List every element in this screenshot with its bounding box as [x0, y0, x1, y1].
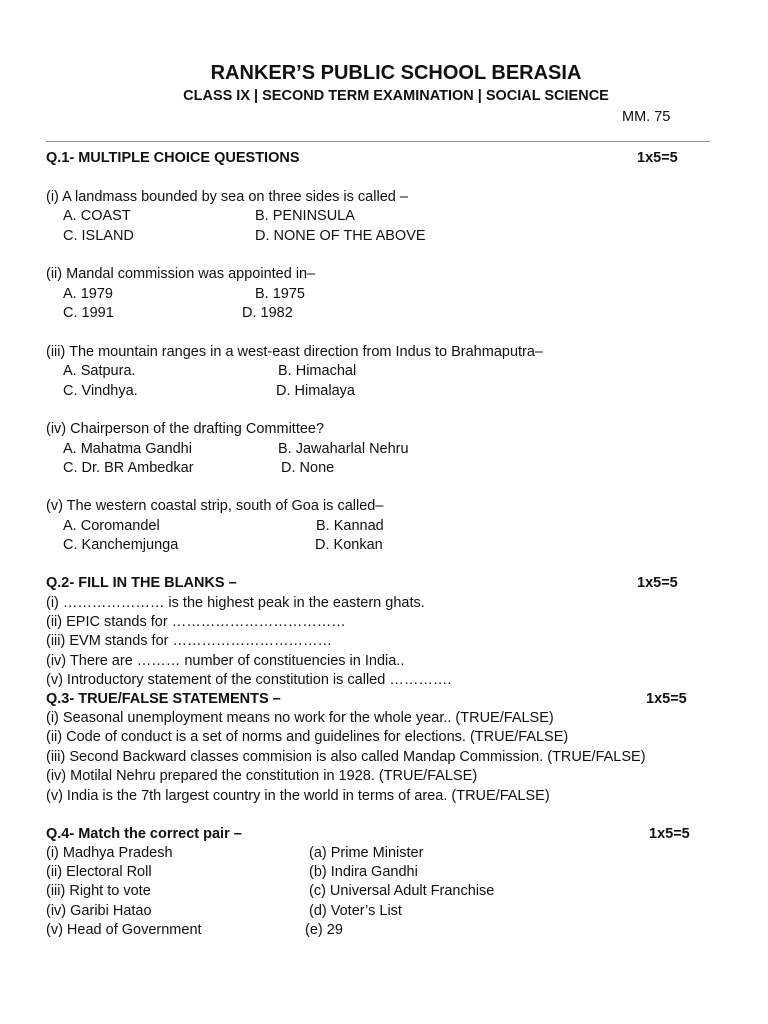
school-name: RANKER’S PUBLIC SCHOOL BERASIA [210, 62, 582, 84]
mcq-option: D. None [281, 460, 335, 476]
exam-subtitle: CLASS IX | SECOND TERM EXAMINATION | SOCIAL SCIENCE [183, 88, 609, 104]
mcq-option: D. Himalaya [276, 383, 355, 399]
q1-title: Q.1- MULTIPLE CHOICE QUESTIONS [46, 150, 300, 166]
q4-marks: 1x5=5 [649, 826, 690, 842]
mcq-question: (iv) Chairperson of the drafting Committee? [46, 421, 325, 437]
mcq-option: B. Kannad [316, 518, 384, 534]
fill-blank-item: (ii) EPIC stands for ……………………………… [46, 614, 346, 630]
fill-blank-item: (i) ………………… is the highest peak in the eastern ghats. [46, 595, 425, 611]
true-false-item: (iv) Motilal Nehru prepared the constitution in 1928. (TRUE/FALSE) [46, 768, 478, 784]
true-false-item: (ii) Code of conduct is a set of norms and guidelines for elections. (TRUE/FALSE) [46, 729, 569, 745]
mcq-option: B. 1975 [255, 286, 305, 302]
mcq-option: D. Konkan [315, 537, 383, 553]
mcq-option: A. Satpura. [63, 363, 136, 379]
q4-title: Q.4- Match the correct pair – [46, 826, 242, 842]
true-false-item: (i) Seasonal unemployment means no work for the whole year.. (TRUE/FALSE) [46, 710, 554, 726]
max-marks: MM. 75 [622, 109, 671, 125]
match-left-item: (iii) Right to vote [46, 883, 151, 899]
mcq-option: D. NONE OF THE ABOVE [255, 228, 426, 244]
mcq-question: (i) A landmass bounded by sea on three sides is called – [46, 189, 408, 205]
mcq-question: (ii) Mandal commission was appointed in– [46, 266, 316, 282]
match-left-item: (v) Head of Government [46, 922, 202, 938]
match-left-item: (iv) Garibi Hatao [46, 903, 152, 919]
q1-marks: 1x5=5 [637, 150, 678, 166]
fill-blank-item: (iii) EVM stands for …………………………… [46, 633, 332, 649]
mcq-option: A. Coromandel [63, 518, 160, 534]
match-left-item: (i) Madhya Pradesh [46, 845, 173, 861]
q3-marks: 1x5=5 [646, 691, 687, 707]
match-right-item: (b) Indira Gandhi [309, 864, 418, 880]
mcq-option: B. PENINSULA [255, 208, 355, 224]
fill-blank-item: (iv) There are ……… number of constituencies in India.. [46, 653, 405, 669]
mcq-option: C. 1991 [63, 305, 114, 321]
true-false-item: (iii) Second Backward classes commision is also called Mandap Commission. (TRUE/FALSE) [46, 749, 646, 765]
mcq-option: C. Kanchemjunga [63, 537, 179, 553]
mcq-option: D. 1982 [242, 305, 293, 321]
mcq-option: B. Himachal [278, 363, 357, 379]
mcq-option: A. 1979 [63, 286, 113, 302]
q2-marks: 1x5=5 [637, 575, 678, 591]
mcq-option: A. Mahatma Gandhi [63, 441, 192, 457]
match-left-item: (ii) Electoral Roll [46, 864, 152, 880]
mcq-option: B. Jawaharlal Nehru [278, 441, 409, 457]
true-false-item: (v) India is the 7th largest country in the world in terms of area. (TRUE/FALSE) [46, 788, 550, 804]
mcq-option: C. ISLAND [63, 228, 134, 244]
q3-title: Q.3- TRUE/FALSE STATEMENTS – [46, 691, 281, 707]
q2-title: Q.2- FILL IN THE BLANKS – [46, 575, 237, 591]
match-right-item: (c) Universal Adult Franchise [309, 883, 495, 899]
match-right-item: (d) Voter’s List [309, 903, 402, 919]
match-right-item: (e) 29 [305, 922, 343, 938]
match-right-item: (a) Prime Minister [309, 845, 424, 861]
mcq-option: A. COAST [63, 208, 131, 224]
fill-blank-item: (v) Introductory statement of the constitution is called …………. [46, 672, 452, 688]
mcq-option: C. Dr. BR Ambedkar [63, 460, 194, 476]
mcq-option: C. Vindhya. [63, 383, 138, 399]
mcq-question: (iii) The mountain ranges in a west-east direction from Indus to Brahmaputra– [46, 344, 544, 360]
mcq-question: (v) The western coastal strip, south of Goa is called– [46, 498, 384, 514]
header-divider [46, 141, 710, 142]
